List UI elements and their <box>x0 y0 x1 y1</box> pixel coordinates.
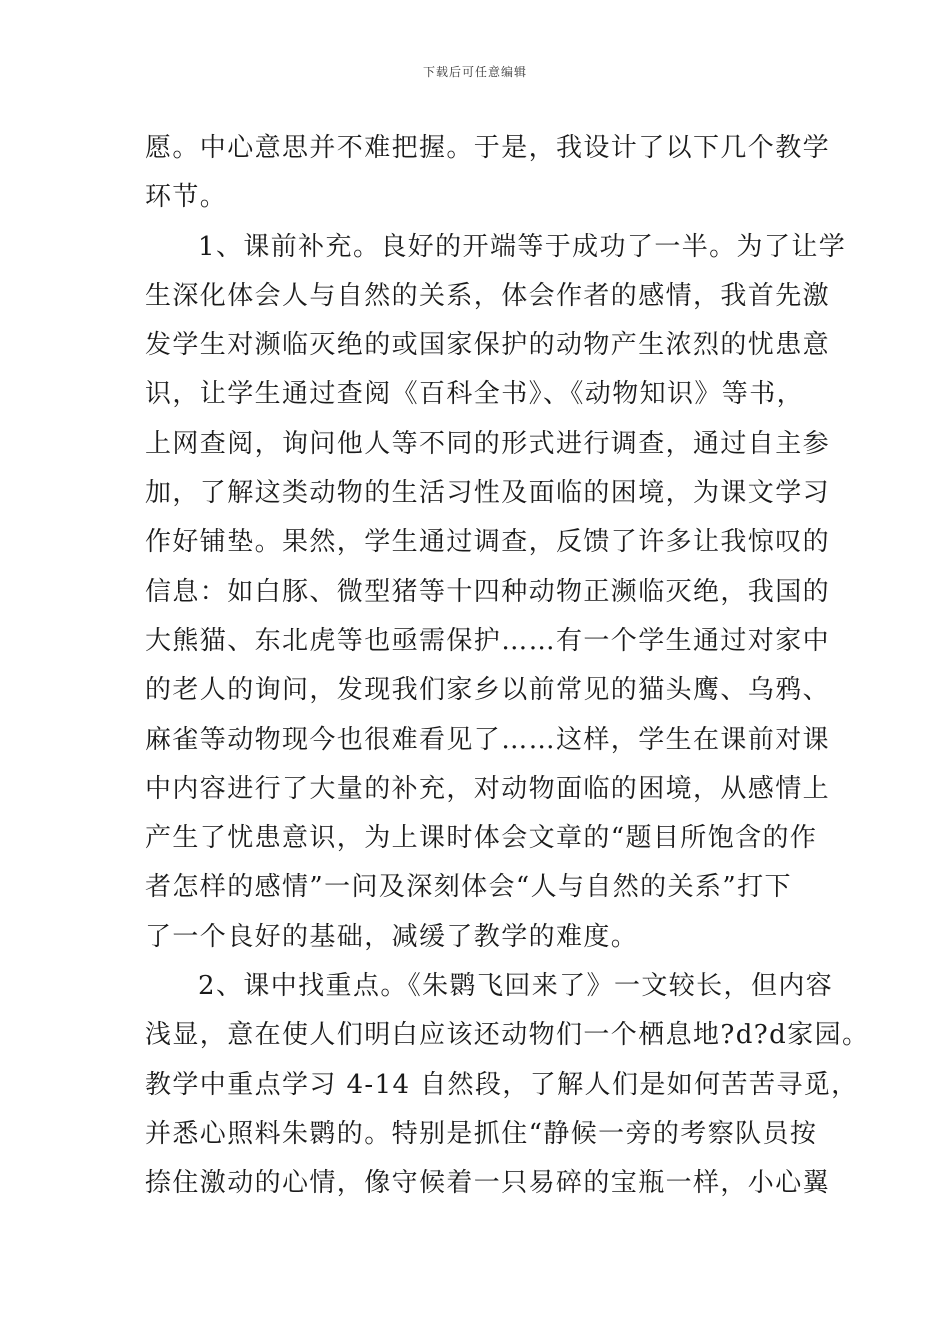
text-line: 教学中重点学习 4-14 自然段，了解人们是如何苦苦寻觅， <box>145 1069 859 1100</box>
text-line: 加，了解这类动物的生活习性及面临的困境，为课文学习 <box>145 478 831 509</box>
text-line: 了一个良好的基础，减缓了教学的难度。 <box>145 921 639 952</box>
text-line: 发学生对濒临灭绝的或国家保护的动物产生浓烈的忧患意 <box>145 330 831 361</box>
text-line: 捺住激动的心情，像守候着一只易碎的宝瓶一样，小心翼 <box>145 1168 831 1199</box>
paragraph-start-line: 2、课中找重点。《朱鹮飞回来了》一文较长，但内容 <box>198 971 834 1002</box>
body-text <box>145 124 870 1209</box>
text-line: 麻雀等动物现今也很难看见了……这样，学生在课前对课 <box>145 724 831 755</box>
paragraph-start-line: 1、课前补充。良好的开端等于成功了一半。为了让学 <box>198 231 847 262</box>
text-line: 浅显，意在使人们明白应该还动物们一个栖息地?d?d家园。 <box>145 1020 870 1051</box>
text-line: 者怎样的感情”一问及深刻体会“人与自然的关系”打下 <box>145 872 792 903</box>
text-line: 愿。中心意思并不难把握。于是，我设计了以下几个教学 <box>145 133 831 163</box>
text-line: 信息：如白豚、微型猪等十四种动物正濒临灭绝，我国的 <box>145 576 831 607</box>
text-line: 中内容进行了大量的补充，对动物面临的困境，从感情上 <box>145 773 831 804</box>
text-line: 环节。 <box>145 182 228 213</box>
text-line: 生深化体会人与自然的关系，体会作者的感情，我首先激 <box>145 280 831 311</box>
text-line: 上网查阅，询问他人等不同的形式进行调查，通过自主参 <box>145 428 831 459</box>
text-line: 的老人的询问，发现我们家乡以前常见的猫头鹰、乌鸦、 <box>145 675 831 706</box>
text-line: 大熊猫、东北虎等也亟需保护……有一个学生通过对家中 <box>145 625 831 656</box>
text-line: 并悉心照料朱鹮的。特别是抓住“静候一旁的考察队员按 <box>145 1118 818 1149</box>
text-line: 作好铺垫。果然，学生通过调查，反馈了许多让我惊叹的 <box>145 527 831 558</box>
header-note: 下载后可任意编辑 <box>422 65 527 79</box>
text-line: 产生了忧患意识，为上课时体会文章的“题目所饱含的作 <box>145 823 818 854</box>
text-line: 识，让学生通过查阅《百科全书》、《动物知识》等书， <box>145 379 805 410</box>
